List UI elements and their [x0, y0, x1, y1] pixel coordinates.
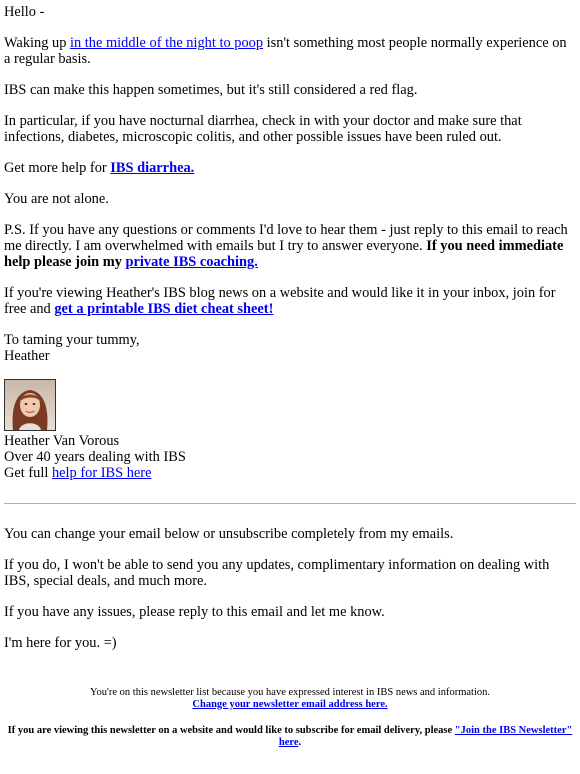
change-email-link[interactable]: Change your newsletter email address here. [192, 699, 388, 710]
text: P.S. If you have any questions or comments I'd love to hear them - just reply to this email to reach me directly. I am overwhelmed with emails but I try to answer everyone. [4, 222, 568, 254]
ibs-diarrhea-link[interactable]: IBS diarrhea. [110, 160, 195, 176]
text: If you are viewing this newsletter on a website and would like to subscribe for email delivery, please [7, 725, 455, 736]
text: Get more help for [4, 160, 111, 176]
avatar [4, 379, 56, 431]
divider [4, 503, 576, 504]
signature-tagline: Over 40 years dealing with IBS [4, 449, 186, 465]
paragraph-more-help [4, 160, 576, 176]
footer-subscribe [4, 725, 576, 749]
private-coaching-link[interactable]: private IBS coaching. [125, 254, 258, 270]
paragraph-updates: If you do, I won't be able to send you any updates, complimentary information on dealing with IBS, special deals, and much more. [4, 557, 550, 589]
text: Waking up [4, 35, 70, 51]
cheat-sheet-link[interactable]: get a printable IBS diet cheat sheet! [54, 301, 274, 317]
paragraph-change-email: You can change your email below or unsubscribe completely from my emails. [4, 526, 454, 542]
signature-block [4, 379, 576, 481]
signoff-line: To taming your tummy, [4, 332, 140, 348]
footer-notice: You're on this newsletter list because you have expressed interest in IBS news and information. [89, 687, 491, 698]
night-poop-link[interactable]: in the middle of the night to poop [70, 35, 264, 51]
paragraph-ps [4, 222, 576, 270]
paragraph-red-flag: IBS can make this happen sometimes, but it's still considered a red flag. [4, 82, 418, 98]
paragraph-issues: If you have any issues, please reply to this email and let me know. [4, 604, 385, 620]
help-for-ibs-link[interactable]: help for IBS here [51, 465, 152, 481]
signature-help [4, 465, 576, 481]
paragraph-here-for-you: I'm here for you. =) [4, 635, 117, 651]
signoff [4, 332, 576, 364]
bold-text: If you need immediate help please join my [4, 238, 564, 270]
paragraph-night-poop [4, 35, 576, 67]
text: If you're viewing Heather's IBS blog news on a website and would like it in your inbox, join for free and [4, 285, 556, 317]
newsletter-footer [4, 687, 576, 749]
signoff-name: Heather [4, 348, 50, 364]
greeting: Hello - [4, 4, 45, 20]
paragraph-nocturnal-diarrhea: In particular, if you have nocturnal diarrhea, check in with your doctor and make sure that infections, diabetes, microscopic colitis, and other possible issues have been ruled out. [4, 113, 522, 145]
text: . [298, 737, 302, 748]
text: isn't something most people normally experience on a regular basis. [4, 35, 567, 67]
join-newsletter-link[interactable]: "Join the IBS Newsletter" here [278, 725, 573, 748]
signature-name: Heather Van Vorous [4, 433, 120, 449]
text: Get full [4, 465, 52, 481]
avatar-photo [5, 380, 55, 430]
paragraph-not-alone: You are not alone. [4, 191, 109, 207]
paragraph-blog [4, 285, 576, 317]
